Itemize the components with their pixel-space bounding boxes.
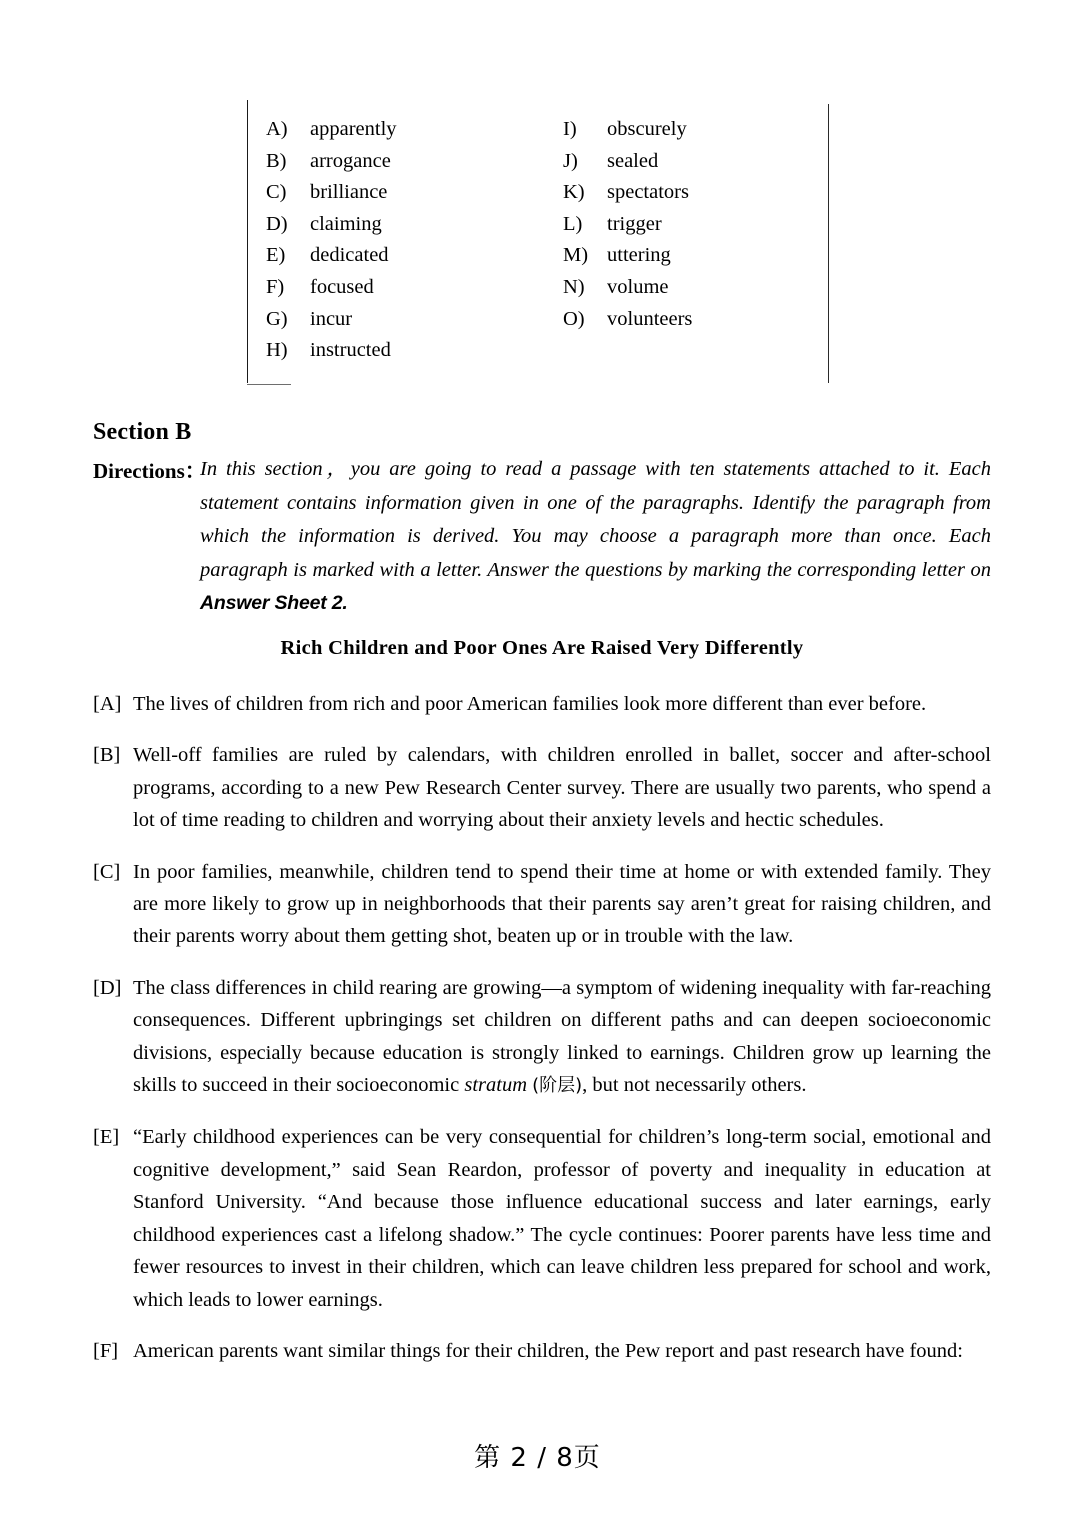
word-bank-option[interactable] (563, 240, 692, 272)
option-word: arrogance (310, 149, 391, 172)
word-bank-option[interactable] (266, 177, 397, 209)
passage-paragraph (93, 739, 991, 836)
page-number-footer: 第 2 / 8页 (474, 1443, 601, 1473)
word-bank-option[interactable] (266, 114, 397, 146)
paragraph-text-before-term: The class differences in child rearing are growing—a symptom of widening inequality with far-reaching consequences. Different upbringings set children on different paths and can deepen socioeconomic divisions, especially because education is strongly linked to earnings. Children grow up learning the skills to succeed in their socioeconomic (133, 976, 991, 1097)
word-bank-option[interactable] (266, 272, 397, 304)
option-word: dedicated (310, 244, 389, 267)
paragraph-text: In poor families, meanwhile, children tend to spend their time at home or with extended family. They are more likely to grow up in neighborhoods that their parents say aren’t great for raising children, and their parents worry about them getting shot, beaten up or in trouble with the law. (133, 860, 991, 948)
option-letter: J) (563, 149, 578, 172)
chinese-gloss: (阶层) (532, 1075, 583, 1097)
section-heading: Section B (93, 419, 192, 445)
option-letter: E) (266, 244, 286, 267)
option-word: apparently (310, 118, 397, 140)
option-letter: F) (266, 275, 285, 298)
passage-paragraph (93, 972, 991, 1103)
option-letter: M) (563, 244, 589, 267)
option-word: spectators (607, 181, 689, 204)
option-letter: D) (266, 212, 288, 235)
option-letter: L) (563, 212, 583, 235)
option-word: incur (310, 307, 353, 330)
option-letter: K) (563, 181, 585, 204)
word-bank-option[interactable] (266, 304, 397, 336)
word-bank-option[interactable] (563, 272, 692, 304)
directions-label: Directions： (93, 459, 206, 483)
option-word: focused (310, 275, 374, 298)
paragraph-text: “Early childhood experiences can be very consequential for children’s long-term social, emotional and cognitive development,” said Sean Reardon, professor of poverty and inequality in education at Stanford University. “And because those influence educational success and later earnings, early childhood experiences cast a lifelong shadow.” The cycle continues: Poorer parents have less time and fewer resources to invest in their children, which can leave children less prepared for school and work, which leads to lower earnings. (133, 1126, 991, 1311)
word-bank-right-column (563, 114, 692, 335)
word-bank-left-column (266, 114, 397, 367)
option-word: obscurely (607, 118, 687, 140)
word-bank-option[interactable] (563, 209, 692, 241)
answer-sheet-emphasis: Answer Sheet 2. (200, 592, 348, 615)
option-letter: C) (266, 181, 287, 204)
option-word: instructed (310, 339, 391, 362)
passage-paragraph (93, 688, 991, 720)
option-word: brilliance (310, 181, 388, 204)
word-bank-right-rule (828, 104, 829, 383)
option-letter: N) (563, 275, 585, 298)
option-word: claiming (310, 212, 382, 235)
word-bank-option[interactable] (563, 146, 692, 178)
passage-paragraph (93, 1121, 991, 1315)
option-letter: H) (266, 339, 288, 362)
word-bank-option[interactable] (563, 114, 692, 146)
word-bank-option[interactable] (266, 335, 397, 367)
option-letter: O) (563, 307, 585, 330)
passage-body (93, 688, 991, 1386)
paragraph-text: American parents want similar things for their children, the Pew report and past research have found: (133, 1339, 963, 1362)
option-word: uttering (607, 244, 671, 267)
option-word: trigger (607, 212, 662, 235)
latin-term: stratum (464, 1074, 527, 1097)
word-bank-option[interactable] (563, 304, 692, 336)
directions-block (93, 453, 991, 621)
option-word: volume (607, 275, 669, 298)
paragraph-text-after-gloss: , but not necessarily others. (582, 1074, 807, 1097)
option-letter: G) (266, 307, 288, 330)
word-bank-box (247, 100, 829, 385)
word-bank-left-rule (247, 100, 248, 383)
word-bank-option[interactable] (266, 146, 397, 178)
option-letter: I) (563, 118, 577, 140)
paragraph-text: Well-off families are ruled by calendars, with children enrolled in ballet, soccer and after-school programs, according to a new Pew Research Center survey. There are usually two parents, who spend a lot of time reading to children and worrying about their anxiety levels and hectic schedules. (133, 744, 991, 832)
passage-title: Rich Children and Poor Ones Are Raised Very Differently (280, 637, 804, 659)
passage-paragraph (93, 1335, 991, 1367)
paragraph-text: The lives of children from rich and poor American families look more different than ever before. (133, 693, 927, 715)
option-letter: B) (266, 149, 287, 172)
directions-text (200, 453, 991, 621)
option-word: sealed (607, 149, 659, 172)
word-bank-option[interactable] (266, 240, 397, 272)
passage-paragraph (93, 856, 991, 953)
paragraph-marker: [C] (93, 860, 121, 883)
word-bank-left-rule-foot (247, 384, 291, 385)
word-bank-option[interactable] (266, 209, 397, 241)
directions-body-text: In this section，you are going to read a passage with ten statements attached to it. Each statement contains information given in one of the paragraphs. Identify the paragraph from which the information is derived. You may choose a paragraph more than once. Each paragraph is marked with a letter. Answer the questions by marking the corresponding letter on (200, 458, 991, 581)
paragraph-marker: [A] (93, 693, 122, 715)
paragraph-marker: [B] (93, 744, 121, 767)
option-word: volunteers (607, 307, 693, 330)
word-bank-option[interactable] (563, 177, 692, 209)
paragraph-marker: [F] (93, 1339, 119, 1362)
option-letter: A) (266, 118, 288, 140)
paragraph-marker: [E] (93, 1126, 120, 1149)
paragraph-marker: [D] (93, 976, 122, 999)
